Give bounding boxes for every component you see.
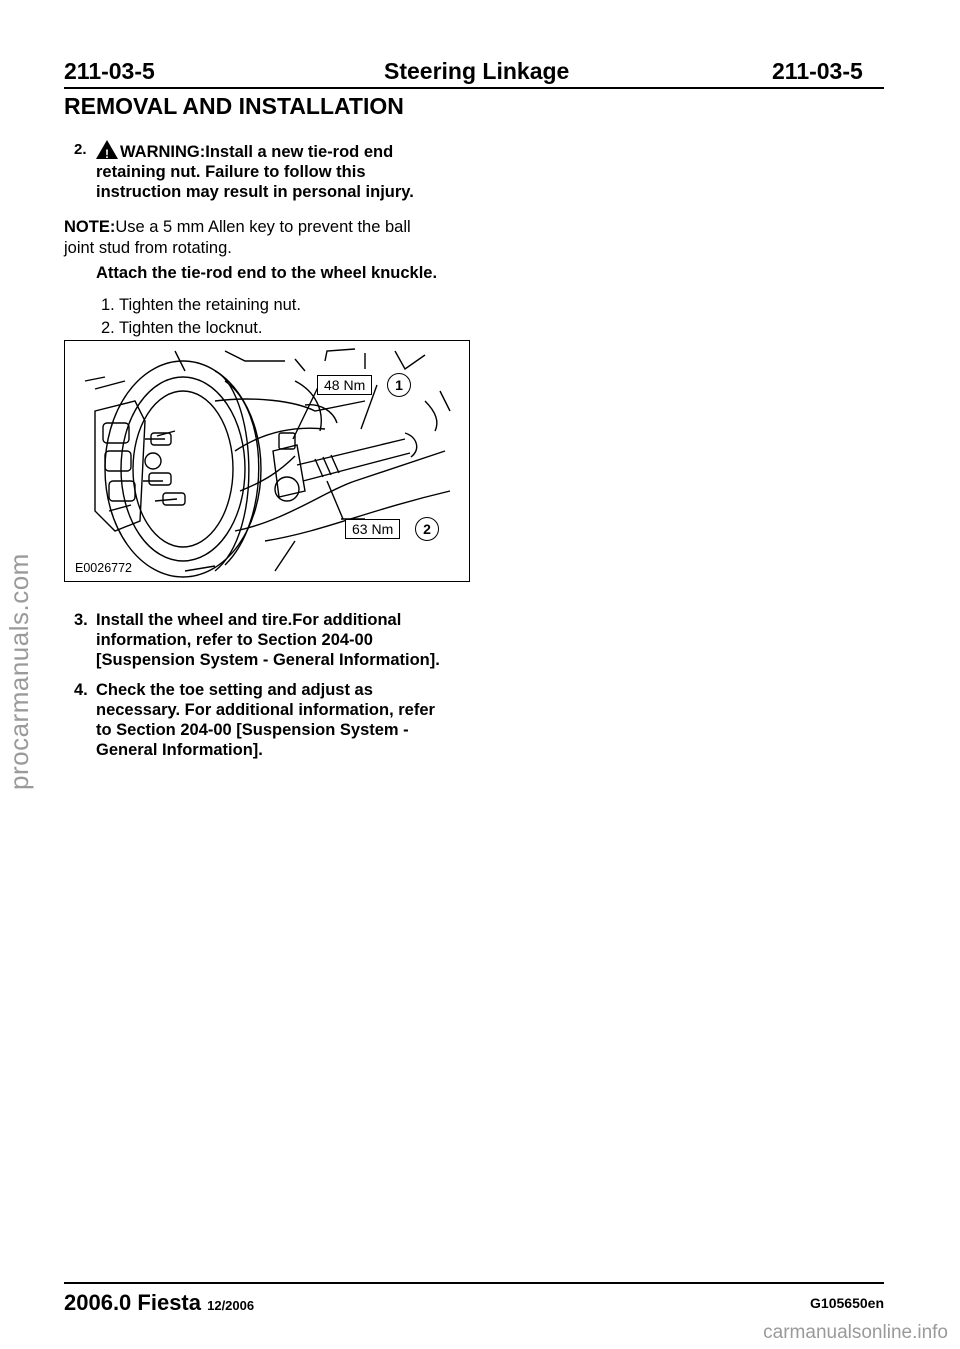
step3-line-3: [Suspension System - General Information]. — [96, 651, 440, 669]
footer-model — [64, 1290, 254, 1316]
footer-date: 12/2006 — [207, 1298, 255, 1313]
step4-line-3: to Section 204-00 [Suspension System - — [96, 721, 409, 739]
header-code-left: 211-03-5 — [64, 58, 155, 84]
step2-note — [64, 217, 464, 259]
section-title: REMOVAL AND INSTALLATION — [64, 93, 404, 119]
footer-rule — [64, 1282, 884, 1284]
step3-number: 3. — [74, 611, 88, 629]
step3 — [74, 610, 474, 670]
side-watermark: procarmanuals.com — [4, 553, 34, 790]
header-code-right: 211-03-5 — [772, 58, 863, 84]
footer-model-name: 2006.0 Fiesta — [64, 1290, 201, 1315]
note-line-2: joint stud from rotating. — [64, 239, 232, 257]
callout-2: 2 — [415, 517, 439, 541]
footer-doc-code: G105650en — [810, 1295, 884, 1311]
step3-line-2: information, refer to Section 204-00 — [96, 631, 373, 649]
step4-line-2: necessary. For additional information, refer — [96, 701, 435, 719]
step4-line-4: General Information]. — [96, 741, 263, 759]
step4 — [74, 680, 474, 760]
step2-number: 2. — [74, 141, 87, 158]
note-line-1: Use a 5 mm Allen key to prevent the ball — [115, 218, 411, 236]
note-label: NOTE: — [64, 218, 116, 236]
substep-2: 2. Tighten the locknut. — [101, 319, 263, 337]
header-rule — [64, 87, 884, 89]
step2-substeps — [101, 295, 301, 341]
warning-line-2: retaining nut. Failure to follow this — [96, 163, 366, 181]
step4-line-1: Check the toe setting and adjust as — [96, 681, 373, 699]
warning-triangle-icon — [96, 140, 118, 159]
warning-line-1: WARNING:Install a new tie-rod end — [120, 143, 394, 161]
bottom-watermark: carmanualsonline.info — [763, 1322, 948, 1343]
step3-line-1: Install the wheel and tire.For additional — [96, 611, 402, 629]
warning-line-3: instruction may result in personal injury. — [96, 183, 414, 201]
header-title: Steering Linkage — [384, 58, 570, 84]
callout-1: 1 — [387, 373, 411, 397]
torque-label-2: 63 Nm — [345, 519, 400, 539]
tie-rod-figure — [64, 340, 470, 582]
substep-1: 1. Tighten the retaining nut. — [101, 296, 301, 314]
torque-label-1: 48 Nm — [317, 375, 372, 395]
step4-number: 4. — [74, 681, 88, 699]
step2-action: Attach the tie-rod end to the wheel knuckle. — [96, 264, 438, 282]
figure-code: E0026772 — [75, 561, 133, 575]
step2-warning — [74, 140, 474, 202]
